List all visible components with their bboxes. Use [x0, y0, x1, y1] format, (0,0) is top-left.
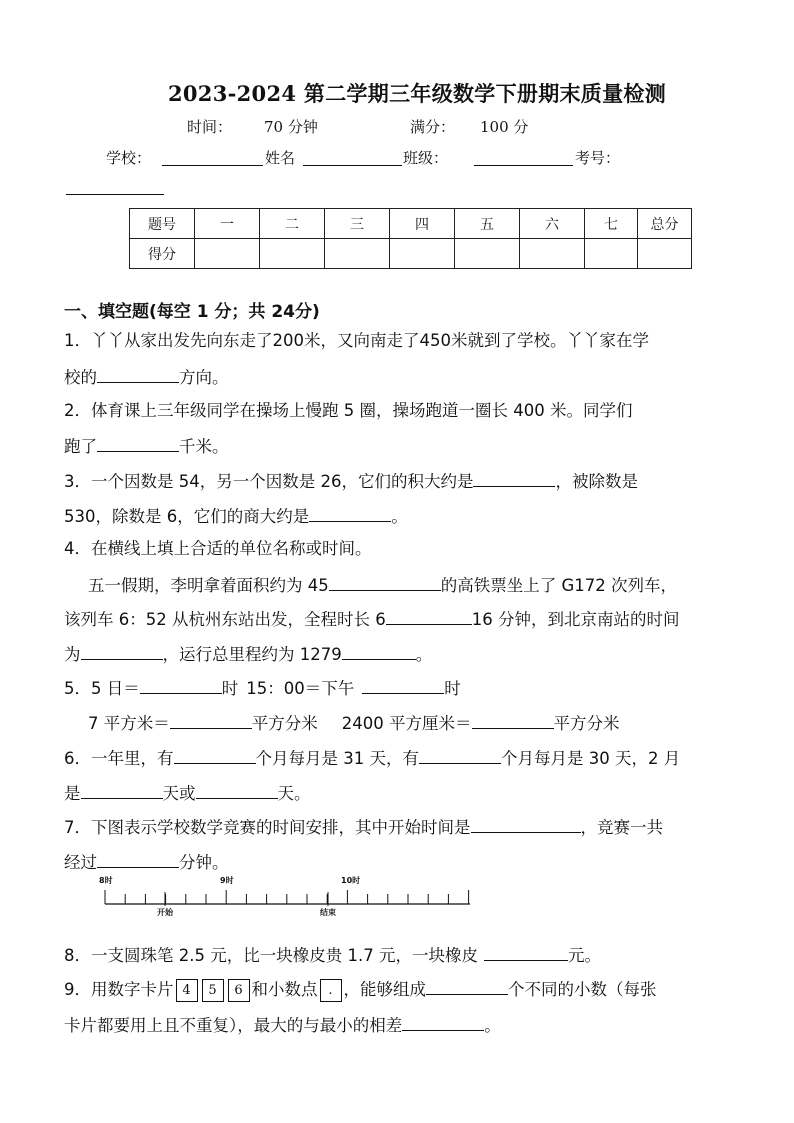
- q3-text: ，被除数是: [555, 472, 638, 491]
- q5-text: 时: [221, 679, 239, 698]
- q9-text: 。: [484, 1016, 501, 1035]
- score-row-label: 得分: [130, 239, 195, 269]
- full-score-label: 满分：: [410, 118, 456, 136]
- question-1-line-2: [64, 366, 229, 388]
- answer-blank[interactable]: [484, 944, 568, 961]
- q8-text: 元。: [567, 946, 601, 965]
- answer-blank[interactable]: [81, 782, 163, 799]
- answer-blank[interactable]: [170, 712, 252, 729]
- page-title: 2023-2024 第二学期三年级数学下册期末质量检测: [167, 81, 667, 106]
- answer-blank[interactable]: [196, 782, 278, 799]
- score-table-header-row: [130, 209, 692, 239]
- q9-text: ，能够组成: [343, 980, 426, 999]
- question-2-line-1: 2．体育课上三年级同学在操场上慢跑 5 圈，操场跑道一圈长 400 米。同学们: [64, 401, 633, 420]
- question-1-line-1: 1．丫丫从家出发先向东走了200米，又向南走了450米就到了学校。丫丫家在学: [64, 331, 649, 350]
- q6-text: 天或: [162, 784, 196, 803]
- q1-text: 校的: [64, 368, 97, 387]
- q6-text: 是: [64, 784, 81, 803]
- answer-blank[interactable]: [419, 747, 501, 764]
- score-cell: 七: [585, 209, 638, 239]
- q7-text: 分钟。: [179, 853, 229, 872]
- timeline-start-label: 开始: [157, 908, 173, 917]
- q4-text: 该列车 6：52 从杭州东站出发，全程时长 6: [64, 610, 386, 629]
- q5-text: 平方分米: [251, 714, 318, 733]
- question-3-line-2: [64, 505, 408, 527]
- score-cell: 题号: [130, 209, 195, 239]
- question-2-line-2: [64, 435, 229, 457]
- name-field[interactable]: [303, 149, 402, 166]
- timeline-ticks: [105, 890, 469, 904]
- question-7-line-2: [64, 851, 229, 873]
- q9-text: 个不同的小数（每张: [508, 980, 657, 999]
- q6-text: 个月每月是 30 天，2 月: [501, 749, 681, 768]
- q4-text: 的高铁票坐上了 G172 次列车，: [440, 576, 678, 595]
- q7-text: ，竞赛一共: [580, 818, 663, 837]
- school-label: 学校：: [106, 149, 152, 167]
- digit-card: 6: [228, 979, 250, 1002]
- score-cell: 二: [260, 209, 325, 239]
- q2-text: 千米。: [179, 437, 229, 456]
- q4-text: ，运行总里程约为 1279: [162, 645, 342, 664]
- q4-text: 为: [64, 645, 81, 664]
- answer-blank[interactable]: [473, 470, 555, 487]
- question-9-line-2: [64, 1014, 501, 1036]
- school-field[interactable]: [162, 149, 263, 166]
- q6-text: 6．一年里，有: [64, 749, 174, 768]
- answer-blank[interactable]: [329, 574, 441, 591]
- question-4-line-3: [64, 608, 679, 630]
- answer-blank[interactable]: [97, 435, 179, 452]
- decimal-point-card: .: [320, 979, 342, 1002]
- answer-blank[interactable]: [362, 677, 444, 694]
- question-8-line-1: [64, 944, 601, 966]
- timeline-hour-label: 8时: [99, 876, 113, 885]
- timeline-hour-label: 10时: [341, 876, 361, 885]
- score-cell: 三: [325, 209, 390, 239]
- answer-blank[interactable]: [472, 712, 554, 729]
- q5-text: 2400 平方厘米＝: [341, 714, 472, 733]
- q5-text: 5．5 日＝: [64, 679, 140, 698]
- question-5-line-2: [88, 712, 620, 734]
- q7-text: 7．下图表示学校数学竞赛的时间安排，其中开始时间是: [64, 818, 471, 837]
- score-input-cell[interactable]: [585, 239, 638, 269]
- exam-number-field[interactable]: [66, 178, 164, 195]
- question-7-line-1: [64, 816, 663, 838]
- answer-blank[interactable]: [402, 1014, 484, 1031]
- exam-number-label: 考号：: [575, 149, 621, 167]
- q2-text: 跑了: [64, 437, 97, 456]
- q4-text: 。: [415, 645, 433, 664]
- answer-blank[interactable]: [174, 747, 256, 764]
- q1-text: 方向。: [179, 368, 229, 387]
- answer-blank[interactable]: [97, 851, 179, 868]
- q9-text: 9．用数字卡片: [64, 980, 174, 999]
- name-label: 姓名: [265, 149, 296, 167]
- score-input-cell[interactable]: [390, 239, 455, 269]
- q9-text: 卡片都要用上且不重复），最大的与最小的相差: [64, 1016, 403, 1035]
- score-input-cell[interactable]: [325, 239, 390, 269]
- question-6-line-1: [64, 747, 680, 769]
- q7-text: 经过: [64, 853, 97, 872]
- answer-blank[interactable]: [97, 366, 179, 383]
- q5-text: 时: [444, 679, 461, 698]
- score-input-cell[interactable]: [260, 239, 325, 269]
- time-label: 时间：: [187, 118, 233, 136]
- question-5-line-1: [64, 677, 461, 699]
- class-label: 班级：: [403, 149, 449, 167]
- score-input-cell[interactable]: [638, 239, 692, 269]
- q6-text: 天。: [277, 784, 311, 803]
- section-heading: 一、填空题(每空 1 分；共 24分): [64, 302, 320, 322]
- q6-text: 个月每月是 31 天，有: [255, 749, 419, 768]
- timeline-hour-label: 9时: [220, 876, 234, 885]
- q3-text: 。: [391, 507, 408, 526]
- q4-text: 五一假期，李明拿着面积约为 45: [88, 576, 329, 595]
- q3-text: 3．一个因数是 54，另一个因数是 26，它们的积大约是: [64, 472, 474, 491]
- class-field[interactable]: [474, 149, 573, 166]
- answer-blank[interactable]: [342, 643, 416, 660]
- question-6-line-2: [64, 782, 311, 804]
- q5-text: 7 平方米＝: [88, 714, 170, 733]
- score-cell: 总分: [638, 209, 692, 239]
- answer-blank[interactable]: [471, 816, 581, 833]
- q5-text: 15：00＝下午: [246, 679, 355, 698]
- score-input-cell[interactable]: [520, 239, 585, 269]
- score-cell: 一: [195, 209, 260, 239]
- answer-blank[interactable]: [386, 608, 472, 625]
- answer-blank[interactable]: [140, 677, 222, 694]
- question-4-line-2: [88, 574, 677, 596]
- q4-text: 16 分钟，到北京南站的时间: [471, 610, 680, 629]
- timeline-figure: [96, 872, 476, 920]
- question-3-line-1: [64, 470, 638, 492]
- answer-blank[interactable]: [309, 505, 391, 522]
- score-cell: 六: [520, 209, 585, 239]
- score-table: [129, 208, 692, 269]
- question-9-line-1: [64, 978, 657, 1002]
- score-input-cell[interactable]: [195, 239, 260, 269]
- score-cell: 五: [455, 209, 520, 239]
- q8-text: 8．一支圆珠笔 2.5 元，比一块橡皮贵 1.7 元，一块橡皮: [64, 946, 478, 965]
- q9-text: 和小数点: [251, 980, 318, 999]
- question-4-line-4: [64, 643, 432, 665]
- q3-text: 530，除数是 6，它们的商大约是: [64, 507, 310, 526]
- timeline-end-label: 结束: [320, 908, 336, 917]
- digit-card: 5: [202, 979, 224, 1002]
- score-cell: 四: [390, 209, 455, 239]
- score-input-cell[interactable]: [455, 239, 520, 269]
- q5-text: 平方分米: [553, 714, 620, 733]
- answer-blank[interactable]: [426, 978, 508, 995]
- full-score-value: 100 分: [480, 118, 529, 136]
- score-table-score-row: [130, 239, 692, 269]
- question-4-line-1: 4．在横线上填上合适的单位名称或时间。: [64, 539, 372, 558]
- answer-blank[interactable]: [81, 643, 163, 660]
- digit-card: 4: [176, 979, 198, 1002]
- time-value: 70 分钟: [264, 118, 318, 136]
